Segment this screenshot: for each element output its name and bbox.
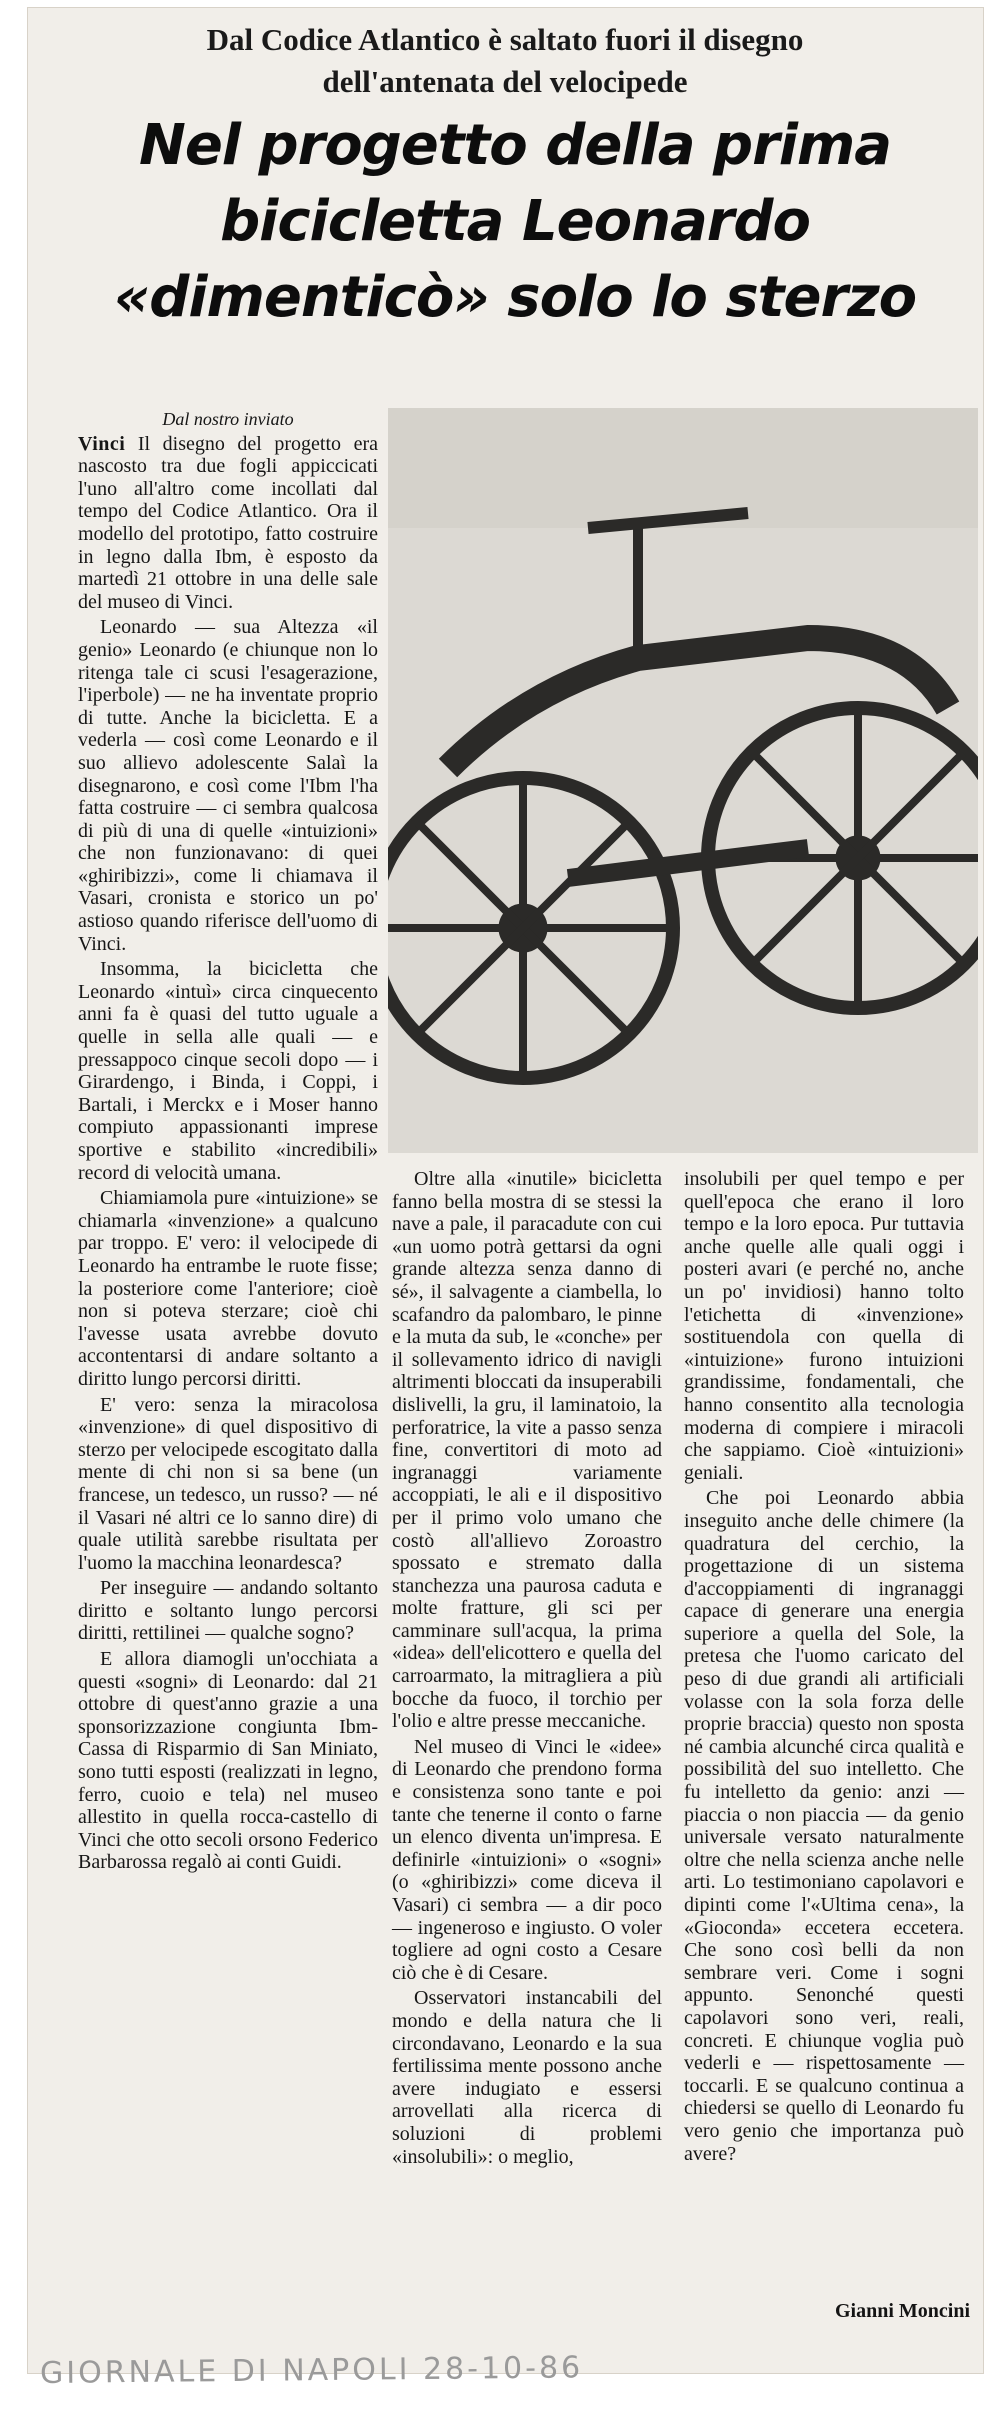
paragraph: Nel museo di Vinci le «idee» di Leonardo che prendono forma e consistenza sono tante e poi tante che tenerne il conto o farne un elenco diventa un'impresa. E definirle «intuizioni» o «sogni» (o «ghiribizzi» come diceva il Vasari) ci sembra — a dir poco — ingeneroso e ingiusto. O voler togliere ad ogni costo a Cesare ciò che è di Cesare. xyxy=(392,1735,662,1984)
dateline: Dal nostro inviato xyxy=(162,409,294,429)
author-signature: Gianni Moncini xyxy=(834,2300,970,2322)
paragraph: E' vero: senza la miracolosa «invenzione» di quel dispositivo di sterzo per velocipede escogitato dalla mente di chi non si sa bene (un francese, un tedesco, un russo? — né il Vasari né altri ce lo sanno dire) di quale utilità sarebbe risultata per l'uomo la macchina leonardesca? xyxy=(78,1393,378,1574)
headline: Nel progetto della prima xyxy=(138,113,892,178)
paragraph: Chiamiamola pure «intuizione» se chiamarla «invenzione» a qualcuno par troppo. E' vero: il velocipede di Leonardo ha entrambe le ruote fisse; la posteriore come l'anteriore; cioè non si poteva sterzare; cioè chi l'avesse usata avrebbe dovuto accontentarsi di andare soltanto a diritto lungo percorsi diritti. xyxy=(78,1187,378,1390)
column-2 xyxy=(392,1168,662,2171)
overline: Dal Codice Atlantico è saltato fuori il disegno xyxy=(206,22,804,57)
paragraph: Insomma, la bicicletta che Leonardo «intuì» circa cinquecento anni fa è quasi del tutto uguale a quelle in sella alle quali — e pressappoco cinque secoli dopo — i Girardengo, i Binda, i Coppi, i Bartali, i Merckx e i Moser hanno compiuto appassionanti imprese sportive e stabilito «incredibili» record di velocità umana. xyxy=(78,958,378,1184)
headline-third-line: «dimenticò» solo lo sterzo xyxy=(113,265,917,330)
lead-paragraph xyxy=(78,433,378,614)
bicycle-model-photo xyxy=(388,408,978,1153)
column-3 xyxy=(684,1168,964,2168)
paragraph: Leonardo — sua Altezza «il genio» Leonardo (e chiunque non lo ritenga tale ci scusi l'esagerazione, l'iperbole) — ne ha inventate proprio di tutte. Anche la bicicletta. E a vederla — così come Leonardo e il suo allievo adolescente Salaì la disegnarono, e così come l'Ibm l'ha fatta costruire — ci sembra qualcosa di più di una di quelle «intuizioni» che non funzionavano: di quei «ghiribizzi», come li chiamava il Vasari, cronista e storico un po' astioso quando riferisce dell'uomo di Vinci. xyxy=(78,616,378,955)
paragraph-text: Il disegno del progetto era nascosto tra due fogli appiccicati l'uno all'altro come incollati dal tempo del Codice Atlantico. Ora il modello del prototipo, fatto costruire in legno dalla Ibm, è esposto da martedì 21 ottobre in una delle sale del museo di Vinci. xyxy=(78,432,378,613)
handwritten-source-note: GIORNALE DI NAPOLI 28-10-86 xyxy=(39,2350,584,2391)
column-1 xyxy=(78,408,378,1877)
paragraph: E allora diamogli un'occhiata a questi «sogni» di Leonardo: dal 21 ottobre di quest'anno grazie a una sponsorizzazione congiunta Ibm-Cassa di Risparmio di San Miniato, sono tutti esposti (realizzati in legno, ferro, cuoio e tela) nel museo allestito in quella rocca-castello di Vinci che otto secoli orsono Federico Barbarossa regalò ai conti Guidi. xyxy=(78,1648,378,1874)
headline-second-line: bicicletta Leonardo xyxy=(220,189,810,254)
paragraph: Per inseguire — andando soltanto diritto e soltanto lungo percorsi diritti, rettilinei — qualche sogno? xyxy=(78,1577,378,1645)
place-name: Vinci xyxy=(78,432,126,455)
paragraph: Osservatori instancabili del mondo e della natura che li circondavano, Leonardo e la sua fertilissima mente possono anche avere indugiato e essersi arrovellati alla ricerca di soluzioni di problemi «insolubili»: o meglio, xyxy=(392,1987,662,2168)
paragraph: Che poi Leonardo abbia inseguito anche delle chimere (la quadratura del cerchio, la progettazione di un sistema d'accoppiamenti di ingranaggi capace di generare una energia superiore a quella del Sole, la pretesa che l'uomo caricato del peso di due grandi ali artificiali volasse con la sola forza delle proprie braccia) questo non sposta né cambia alcunché circa qualità e possibilità del suo intelletto. Che fu intelletto da genio: anzi — piaccia o non piaccia — da genio universale versato naturalmente oltre che nella scienza anche nelle arti. Lo testimoniano capolavori e dipinti come l'«Ultima cena», la «Gioconda» eccetera eccetera. Che sono così belli da non sembrare veri. Come i sogni appunto. Senonché questi capolavori sono veri, reali, concreti. E chiunque voglia può vederli e — rispettosamente — toccarli. E se qualcuno continua a chiedersi se quello di Leonardo fu vero genio che importanza può avere? xyxy=(684,1487,964,2165)
paragraph: Oltre alla «inutile» bicicletta fanno bella mostra di se stessi la nave a pale, il paracadute con cui «un uomo potrà gettarsi da ogni grande altezza senza danno di sé», il salvagente a ciambella, lo scafandro da palombaro, le pinne e la muta da sub, le «conche» per il sollevamento idrico di navigli altrimenti bloccati da insuperabili dislivelli, la gru, il laminatoio, la perforatrice, la vite a passo senza fine, convertitori di moto ad ingranaggi variamente accoppiati, le ali e il dispositivo per il primo volo umano che costò all'allievo Zoroastro spossato e stremato dalla stanchezza una paurosa caduta e molte fratture, gli sci per camminare sull'acqua, la prima «idea» dell'elicottero e quella del carroarmato, la mitragliera a più bocche da fuoco, il torchio per l'olio e altre presse meccaniche. xyxy=(392,1168,662,1733)
overline-second-line: dell'antenata del velocipede xyxy=(322,64,688,99)
paragraph: insolubili per quel tempo e per quell'epoca che erano il loro tempo e la loro epoca. Pur tuttavia anche quelle alle quali oggi i posteri avari (e perché no, anche un po' invidiosi) hanno tolto l'etichetta di «invenzione» sostituendola con quella di «intuizione» furono intuizioni grandissime, fondamentali, che hanno consentito alla tecnologia moderna di compiere i miracoli che sappiamo. Cioè «intuizioni» geniali. xyxy=(684,1168,964,1484)
